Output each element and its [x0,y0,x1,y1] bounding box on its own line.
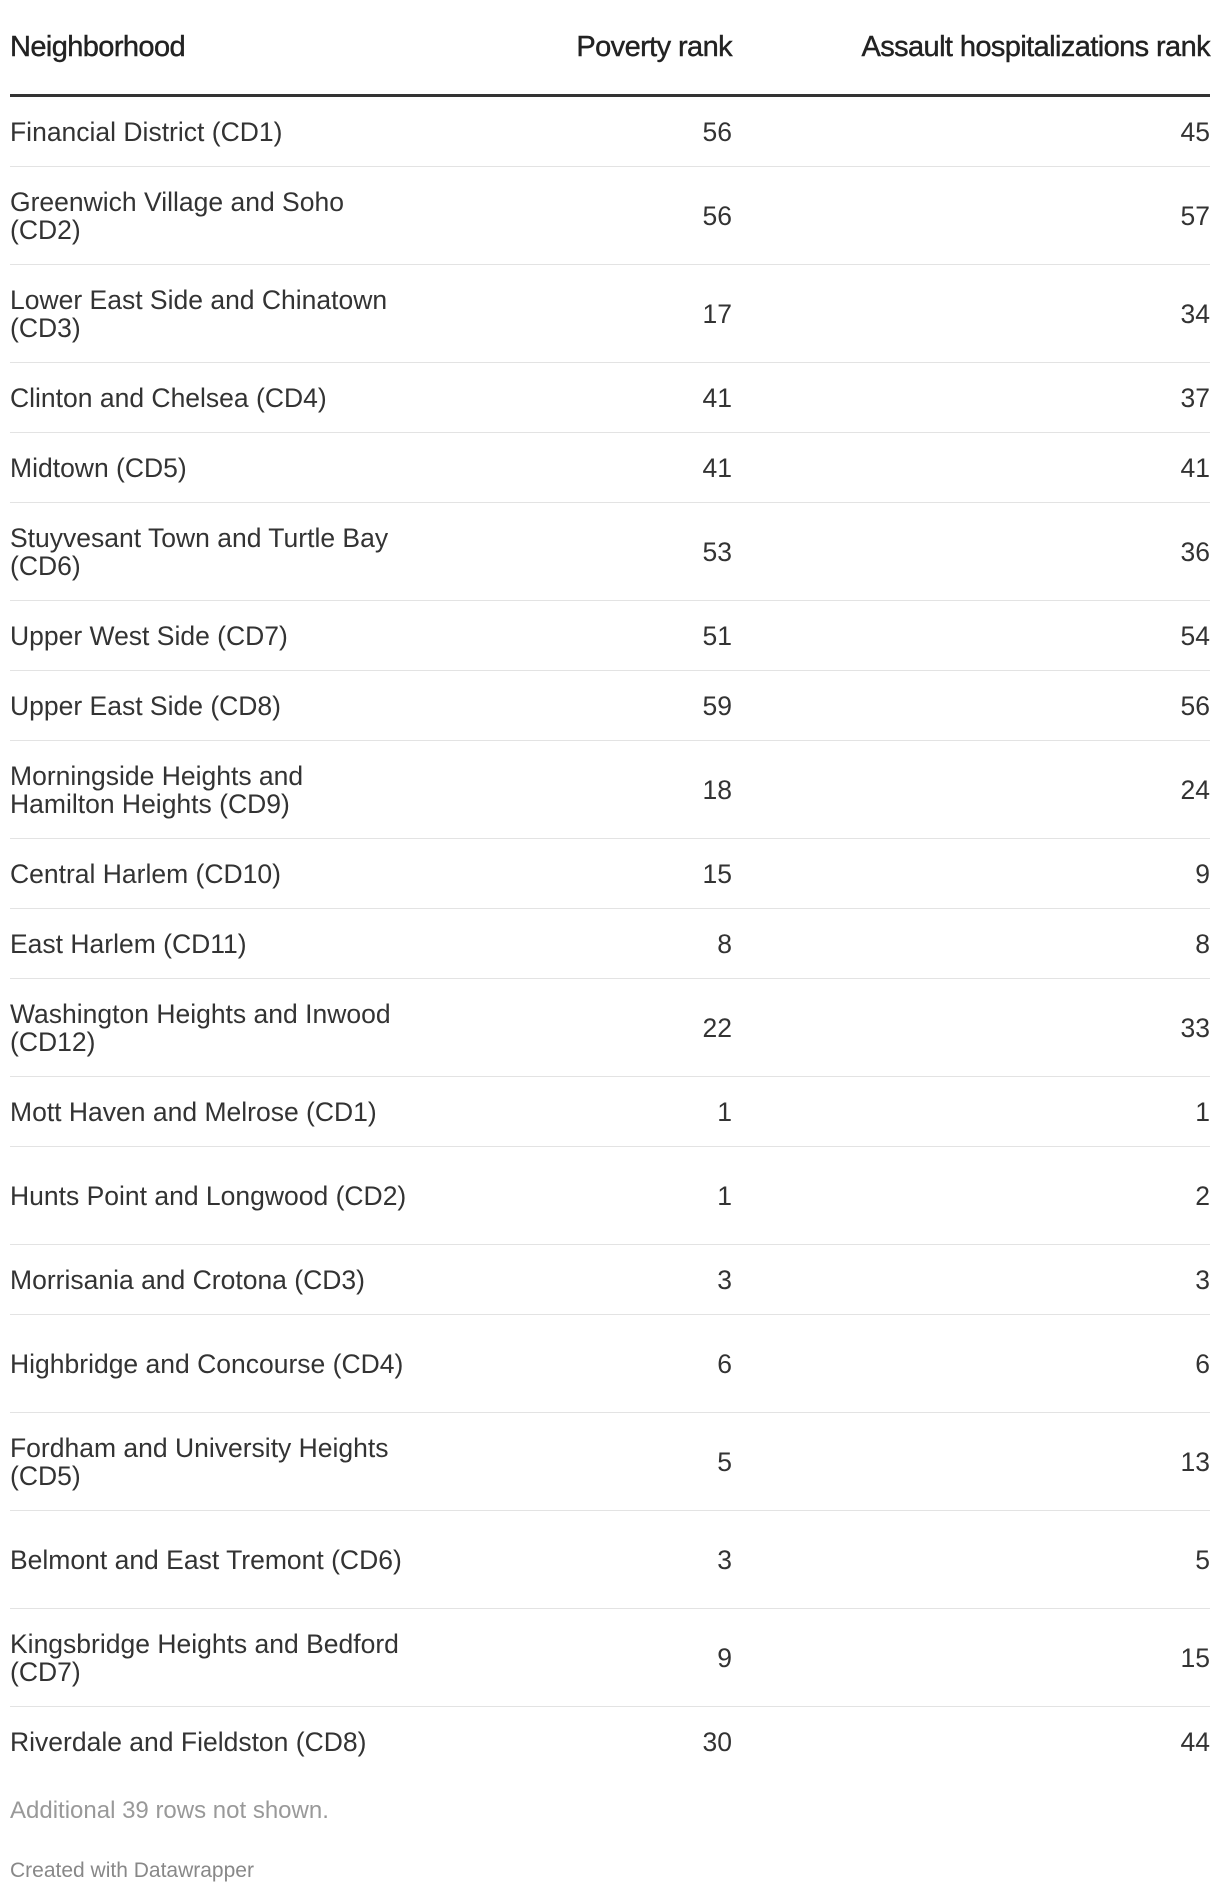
cell-neighborhood: Greenwich Village and Soho (CD2) [10,167,490,265]
cell-poverty-rank: 1 [490,1147,732,1245]
cell-neighborhood: Stuyvesant Town and Turtle Bay (CD6) [10,503,490,601]
cell-poverty-rank: 3 [490,1511,732,1609]
cell-neighborhood: Financial District (CD1) [10,96,490,167]
table-row [10,503,1210,601]
cell-assault-rank: 57 [732,167,1210,265]
cell-neighborhood: Upper East Side (CD8) [10,671,490,741]
table-row [10,167,1210,265]
column-header-poverty-rank[interactable]: Poverty rank [490,0,732,96]
cell-assault-rank: 6 [732,1315,1210,1413]
table-row [10,979,1210,1077]
rows-not-shown-note: Additional 39 rows not shown. [10,1797,329,1824]
cell-neighborhood: Fordham and University Heights (CD5) [10,1413,490,1511]
cell-poverty-rank: 1 [490,1077,732,1147]
cell-neighborhood: East Harlem (CD11) [10,909,490,979]
cell-poverty-rank: 8 [490,909,732,979]
table-container [10,0,1220,1884]
table-row [10,1413,1210,1511]
cell-assault-rank: 2 [732,1147,1210,1245]
cell-assault-rank: 15 [732,1609,1210,1707]
cell-poverty-rank: 41 [490,433,732,503]
cell-poverty-rank: 15 [490,839,732,909]
cell-assault-rank: 33 [732,979,1210,1077]
cell-neighborhood: Mott Haven and Melrose (CD1) [10,1077,490,1147]
cell-neighborhood: Midtown (CD5) [10,433,490,503]
cell-neighborhood: Kingsbridge Heights and Bedford (CD7) [10,1609,490,1707]
cell-neighborhood: Hunts Point and Longwood (CD2) [10,1147,490,1245]
cell-poverty-rank: 17 [490,265,732,363]
cell-poverty-rank: 6 [490,1315,732,1413]
table-row [10,1609,1210,1707]
cell-assault-rank: 36 [732,503,1210,601]
table-row [10,1315,1210,1413]
cell-neighborhood: Washington Heights and Inwood (CD12) [10,979,490,1077]
cell-neighborhood: Highbridge and Concourse (CD4) [10,1315,490,1413]
datawrapper-credit[interactable]: Created with Datawrapper [10,1859,254,1882]
cell-assault-rank: 56 [732,671,1210,741]
cell-neighborhood: Morningside Heights and Hamilton Heights (CD9) [10,741,490,839]
cell-poverty-rank: 18 [490,741,732,839]
table-row [10,839,1210,909]
table-body [10,96,1210,1777]
cell-poverty-rank: 51 [490,601,732,671]
cell-assault-rank: 5 [732,1511,1210,1609]
cell-poverty-rank: 59 [490,671,732,741]
cell-poverty-rank: 41 [490,363,732,433]
cell-assault-rank: 54 [732,601,1210,671]
cell-poverty-rank: 3 [490,1245,732,1315]
cell-assault-rank: 3 [732,1245,1210,1315]
table-row [10,1147,1210,1245]
cell-poverty-rank: 9 [490,1609,732,1707]
cell-neighborhood: Riverdale and Fieldston (CD8) [10,1726,367,1757]
table-row [10,671,1210,741]
cell-assault-rank: 24 [732,741,1210,839]
table-row [10,741,1210,839]
cell-poverty-rank: 53 [490,503,732,601]
table-row [10,909,1210,979]
cell-neighborhood: Central Harlem (CD10) [10,839,490,909]
cell-neighborhood: Clinton and Chelsea (CD4) [10,363,490,433]
cell-poverty-rank: 56 [490,96,732,167]
cell-poverty-rank: 56 [490,167,732,265]
cell-neighborhood: Morrisania and Crotona (CD3) [10,1245,490,1315]
table-row [10,601,1210,671]
table-row [10,1077,1210,1147]
column-header-neighborhood[interactable]: Neighborhood [10,0,490,96]
cell-neighborhood: Belmont and East Tremont (CD6) [10,1511,490,1609]
table-row [10,433,1210,503]
cell-assault-rank: 8 [732,909,1210,979]
cell-assault-rank: 45 [732,96,1210,167]
data-table [10,0,1210,1776]
table-row [10,1511,1210,1609]
table-row [10,1245,1210,1315]
cell-neighborhood: Upper West Side (CD7) [10,601,490,671]
header-row [10,0,1210,96]
column-header-assault-rank[interactable]: Assault hospitalizations rank [732,0,1210,96]
cell-assault-rank: 13 [732,1413,1210,1511]
cell-poverty-rank: 22 [490,979,732,1077]
table-row [10,96,1210,167]
cell-assault-rank: 9 [732,839,1210,909]
cell-assault-rank: 34 [732,265,1210,363]
table-row [10,1707,1210,1777]
cell-assault-rank: 44 [1180,1726,1210,1757]
cell-poverty-rank: 30 [702,1726,732,1757]
cell-assault-rank: 1 [732,1077,1210,1147]
table-row [10,265,1210,363]
cell-assault-rank: 41 [732,433,1210,503]
cell-poverty-rank: 5 [490,1413,732,1511]
table-row [10,363,1210,433]
cell-neighborhood: Lower East Side and Chinatown (CD3) [10,265,490,363]
cell-assault-rank: 37 [732,363,1210,433]
